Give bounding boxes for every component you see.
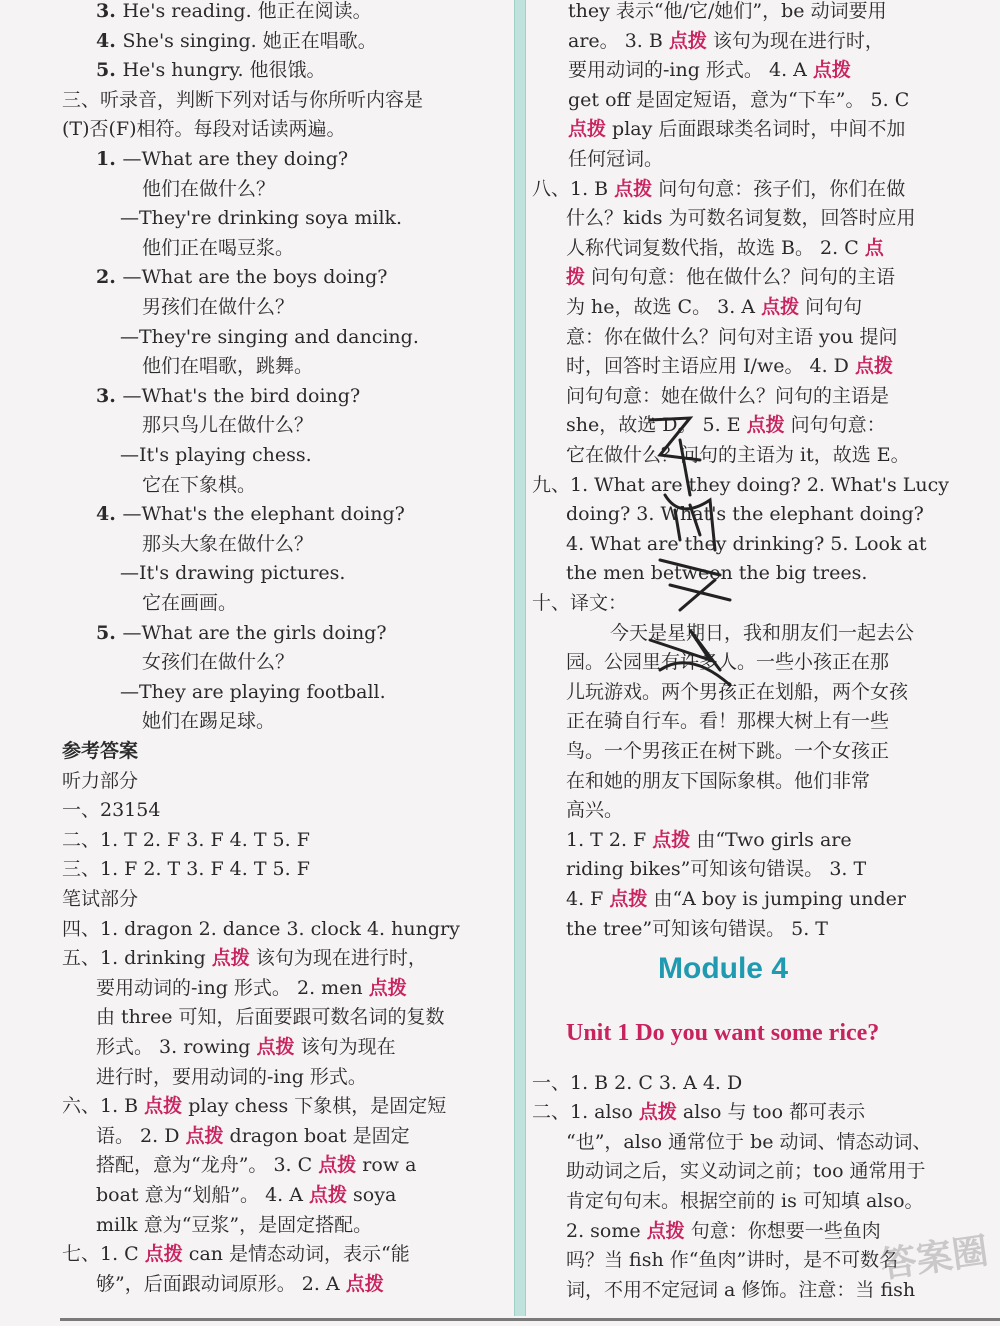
written-title: 笔试部分 bbox=[62, 888, 139, 910]
answer-line: 六、1. B 点拨 play chess 下象棋，是固定短 bbox=[62, 1095, 447, 1118]
answer-line: 词，不用不定冠词 a 修饰。注意：当 fish bbox=[566, 1278, 916, 1301]
answer-line: are。 3. B 点拨 该句为现在进行时， bbox=[568, 29, 884, 52]
hint-marker: 点拨 bbox=[144, 1095, 183, 1118]
answer-line: 五、1. drinking 点拨 该句为现在进行时， bbox=[62, 947, 427, 970]
answer-line: 二、1. also 点拨 also 与 too 都可表示 bbox=[532, 1101, 866, 1124]
answer-line: 三、1. F 2. T 3. F 4. T 5. F bbox=[62, 858, 310, 881]
answer-line: 语。 2. D 点拨 dragon boat 是固定 bbox=[96, 1124, 410, 1147]
listening-script-line: 3. —What's the bird doing? bbox=[96, 384, 361, 407]
translation-line: 在和她的朋友下国际象棋。他们非常 bbox=[566, 769, 871, 792]
answer-line: milk 意为“豆浆”，是固定搭配。 bbox=[96, 1213, 373, 1236]
hint-marker: 点拨 bbox=[256, 1036, 295, 1058]
hint-marker: 点拨 bbox=[345, 1272, 384, 1295]
listening-script-line: 他们在唱歌，跳舞。 bbox=[142, 355, 314, 378]
answer-line: 形式。 3. rowing 点拨 该句为现在 bbox=[96, 1036, 396, 1058]
page-bottom-rule bbox=[60, 1318, 1000, 1321]
answers-title: 参考答案 bbox=[62, 740, 139, 762]
hint-marker: 点拨 bbox=[144, 1243, 183, 1266]
listening-script-line: 女孩们在做什么？ bbox=[142, 651, 295, 674]
listening-script-line: —It's drawing pictures. bbox=[120, 562, 346, 585]
listening-script-line: 她们在踢足球。 bbox=[142, 710, 276, 733]
translation-line: 鸟。一个男孩正在树下跳。一个女孩正 bbox=[566, 740, 890, 762]
answer-line: “也”，also 通常位于 be 动词、情态动词、 bbox=[566, 1130, 932, 1153]
answer-line: 助动词之后，实义动词之前；too 通常用于 bbox=[566, 1160, 926, 1183]
answer-line: 要用动词的-ing 形式。 2. men 点拨 bbox=[96, 976, 407, 999]
translation-title: 十、译文： bbox=[532, 592, 628, 614]
listening-script-line: 5. —What are the girls doing? bbox=[96, 621, 387, 644]
listening-script-line: 它在画画。 bbox=[142, 592, 238, 614]
hint-marker: 点拨 bbox=[609, 888, 648, 910]
hint-marker: 点拨 bbox=[211, 947, 250, 970]
answer-line: 问句句意：她在做什么？问句的主语是 bbox=[566, 384, 890, 407]
hint-marker: 点拨 bbox=[318, 1154, 357, 1177]
listening-script-line: 1. —What are they doing? bbox=[96, 148, 349, 170]
answer-line: 4. What are they drinking? 5. Look at bbox=[566, 532, 927, 555]
listening-script-line: 4. She's singing. 她正在唱歌。 bbox=[96, 29, 377, 52]
answer-line: 人称代词复数代指，故选 B。 2. C 点 bbox=[566, 236, 884, 259]
answer-line: 搭配，意为“龙舟”。 3. C 点拨 row a bbox=[96, 1154, 417, 1177]
answer-line: 够”，后面跟动词原形。 2. A 点拨 bbox=[96, 1272, 384, 1295]
translation-line: 正在骑自行车。看！那棵大树上有一些 bbox=[566, 710, 890, 733]
hint-marker: 点 bbox=[864, 236, 884, 259]
hint-marker: 点拨 bbox=[652, 828, 691, 851]
listening-script-line: (T)否(F)相符。每段对话读两遍。 bbox=[62, 118, 346, 141]
hint-marker: 点拨 bbox=[614, 177, 653, 200]
answer-line: boat 意为“划船”。 4. A 点拨 soya bbox=[96, 1184, 397, 1206]
listening-script-line: —They are playing football. bbox=[120, 680, 386, 703]
answer-line: 意：你在做什么？问句对主语 you 提问 bbox=[566, 325, 898, 348]
answer-line: 2. some 点拨 句意：你想要一些鱼肉 bbox=[566, 1219, 881, 1242]
answer-line: 什么？kids 为可数名词复数，回答时应用 bbox=[566, 207, 916, 230]
answer-line: 4. F 点拨 由“A boy is jumping under bbox=[566, 888, 906, 910]
hint-marker: 点拨 bbox=[812, 59, 851, 82]
answer-line: the men between the big trees. bbox=[566, 562, 868, 585]
answer-line: 拨 问句句意：他在做什么？问句的主语 bbox=[566, 266, 896, 289]
listening-script-line: 4. —What's the elephant doing? bbox=[96, 503, 405, 526]
unit-title: Unit 1 Do you want some rice? bbox=[566, 1020, 880, 1046]
hint-marker: 点拨 bbox=[854, 355, 893, 378]
answer-line: 它在做什么？问句的主语为 it，故选 E。 bbox=[566, 444, 910, 466]
answer-line: 由 three 可知，后面要跟可数名词的复数 bbox=[96, 1006, 445, 1029]
answer-line: she，故选 D。 5. E 点拨 问句句意： bbox=[566, 414, 886, 437]
answer-line: 1. T 2. F 点拨 由“Two girls are bbox=[566, 828, 852, 851]
answer-line: 肯定句句末。根据空前的 is 可知填 also。 bbox=[566, 1189, 924, 1212]
answer-line: 进行时，要用动词的-ing 形式。 bbox=[96, 1065, 367, 1088]
translation-line: 园。公园里有许多人。一些小孩正在那 bbox=[566, 651, 890, 674]
listening-script-line: 他们正在喝豆浆。 bbox=[142, 236, 295, 259]
answer-line: doing? 3. What's the elephant doing? bbox=[566, 503, 924, 526]
module-title: Module 4 bbox=[658, 952, 789, 985]
hint-marker: 拨 bbox=[566, 266, 586, 289]
hint-marker: 点拨 bbox=[646, 1219, 685, 1242]
answer-line: 九、1. What are they doing? 2. What's Lucy bbox=[532, 473, 949, 496]
answer-line: 二、1. T 2. F 3. F 4. T 5. F bbox=[62, 828, 310, 851]
listening-script-line: —They're drinking soya milk. bbox=[120, 207, 403, 230]
translation-line: 今天是星期日，我和朋友们一起去公 bbox=[610, 621, 915, 644]
hint-marker: 点拨 bbox=[668, 29, 707, 52]
hint-marker: 点拨 bbox=[568, 118, 607, 141]
listening-script-line: 男孩们在做什么？ bbox=[142, 296, 295, 318]
listening-script-line: —They're singing and dancing. bbox=[120, 325, 419, 348]
answer-line: 吗？当 fish 作“鱼肉”讲时，是不可数名 bbox=[566, 1249, 899, 1272]
listening-script-line: 那只鸟儿在做什么？ bbox=[142, 414, 314, 437]
answer-line: 一、23154 bbox=[62, 799, 161, 822]
listening-script-line: 3. He's reading. 他正在阅读。 bbox=[96, 0, 372, 22]
answer-line: 任何冠词。 bbox=[568, 148, 664, 170]
hint-marker: 点拨 bbox=[309, 1184, 348, 1206]
hint-marker: 点拨 bbox=[746, 414, 785, 437]
listening-script-line: 2. —What are the boys doing? bbox=[96, 266, 388, 289]
answer-line: get off 是固定短语，意为“下车”。 5. C bbox=[568, 88, 910, 111]
handwriting-scribble bbox=[620, 400, 760, 690]
listening-script-line: 那头大象在做什么？ bbox=[142, 532, 314, 555]
answer-line: 四、1. dragon 2. dance 3. clock 4. hungry bbox=[62, 917, 460, 940]
answer-line: 一、1. B 2. C 3. A 4. D bbox=[532, 1071, 743, 1094]
listening-script-line: —It's playing chess. bbox=[120, 444, 312, 466]
listening-script-line: 它在下象棋。 bbox=[142, 473, 257, 496]
listening-script-line: 三、听录音，判断下列对话与你所听内容是 bbox=[62, 88, 424, 111]
listening-script-line: 他们在做什么？ bbox=[142, 177, 276, 200]
column-divider bbox=[514, 0, 526, 1316]
answer-line: 八、1. B 点拨 问句句意：孩子们，你们在做 bbox=[532, 177, 906, 200]
answer-line: 七、1. C 点拨 can 是情态动词，表示“能 bbox=[62, 1243, 410, 1266]
watermark: 答案圈 bbox=[878, 1230, 991, 1287]
answer-line: 点拨 play 后面跟球类名词时，中间不加 bbox=[568, 118, 906, 141]
hint-marker: 点拨 bbox=[368, 976, 407, 999]
answer-line: 为 he，故选 C。 3. A 点拨 问句句 bbox=[566, 296, 863, 318]
translation-line: 儿玩游戏。两个男孩正在划船，两个女孩 bbox=[566, 680, 909, 703]
translation-line: 高兴。 bbox=[566, 799, 624, 822]
hint-marker: 点拨 bbox=[185, 1124, 224, 1147]
answer-line: they 表示“他/它/她们”，be 动词要用 bbox=[568, 0, 887, 22]
listening-title: 听力部分 bbox=[62, 769, 139, 792]
answer-line: 要用动词的-ing 形式。 4. A 点拨 bbox=[568, 59, 851, 82]
listening-script-line: 5. He's hungry. 他很饿。 bbox=[96, 59, 326, 82]
hint-marker: 点拨 bbox=[638, 1101, 677, 1124]
hint-marker: 点拨 bbox=[761, 296, 800, 318]
answer-line: riding bikes”可知该句错误。 3. T bbox=[566, 858, 867, 881]
answer-line: 时，回答时主语应用 I/we。 4. D 点拨 bbox=[566, 355, 893, 378]
answer-line: the tree”可知该句错误。 5. T bbox=[566, 917, 828, 940]
